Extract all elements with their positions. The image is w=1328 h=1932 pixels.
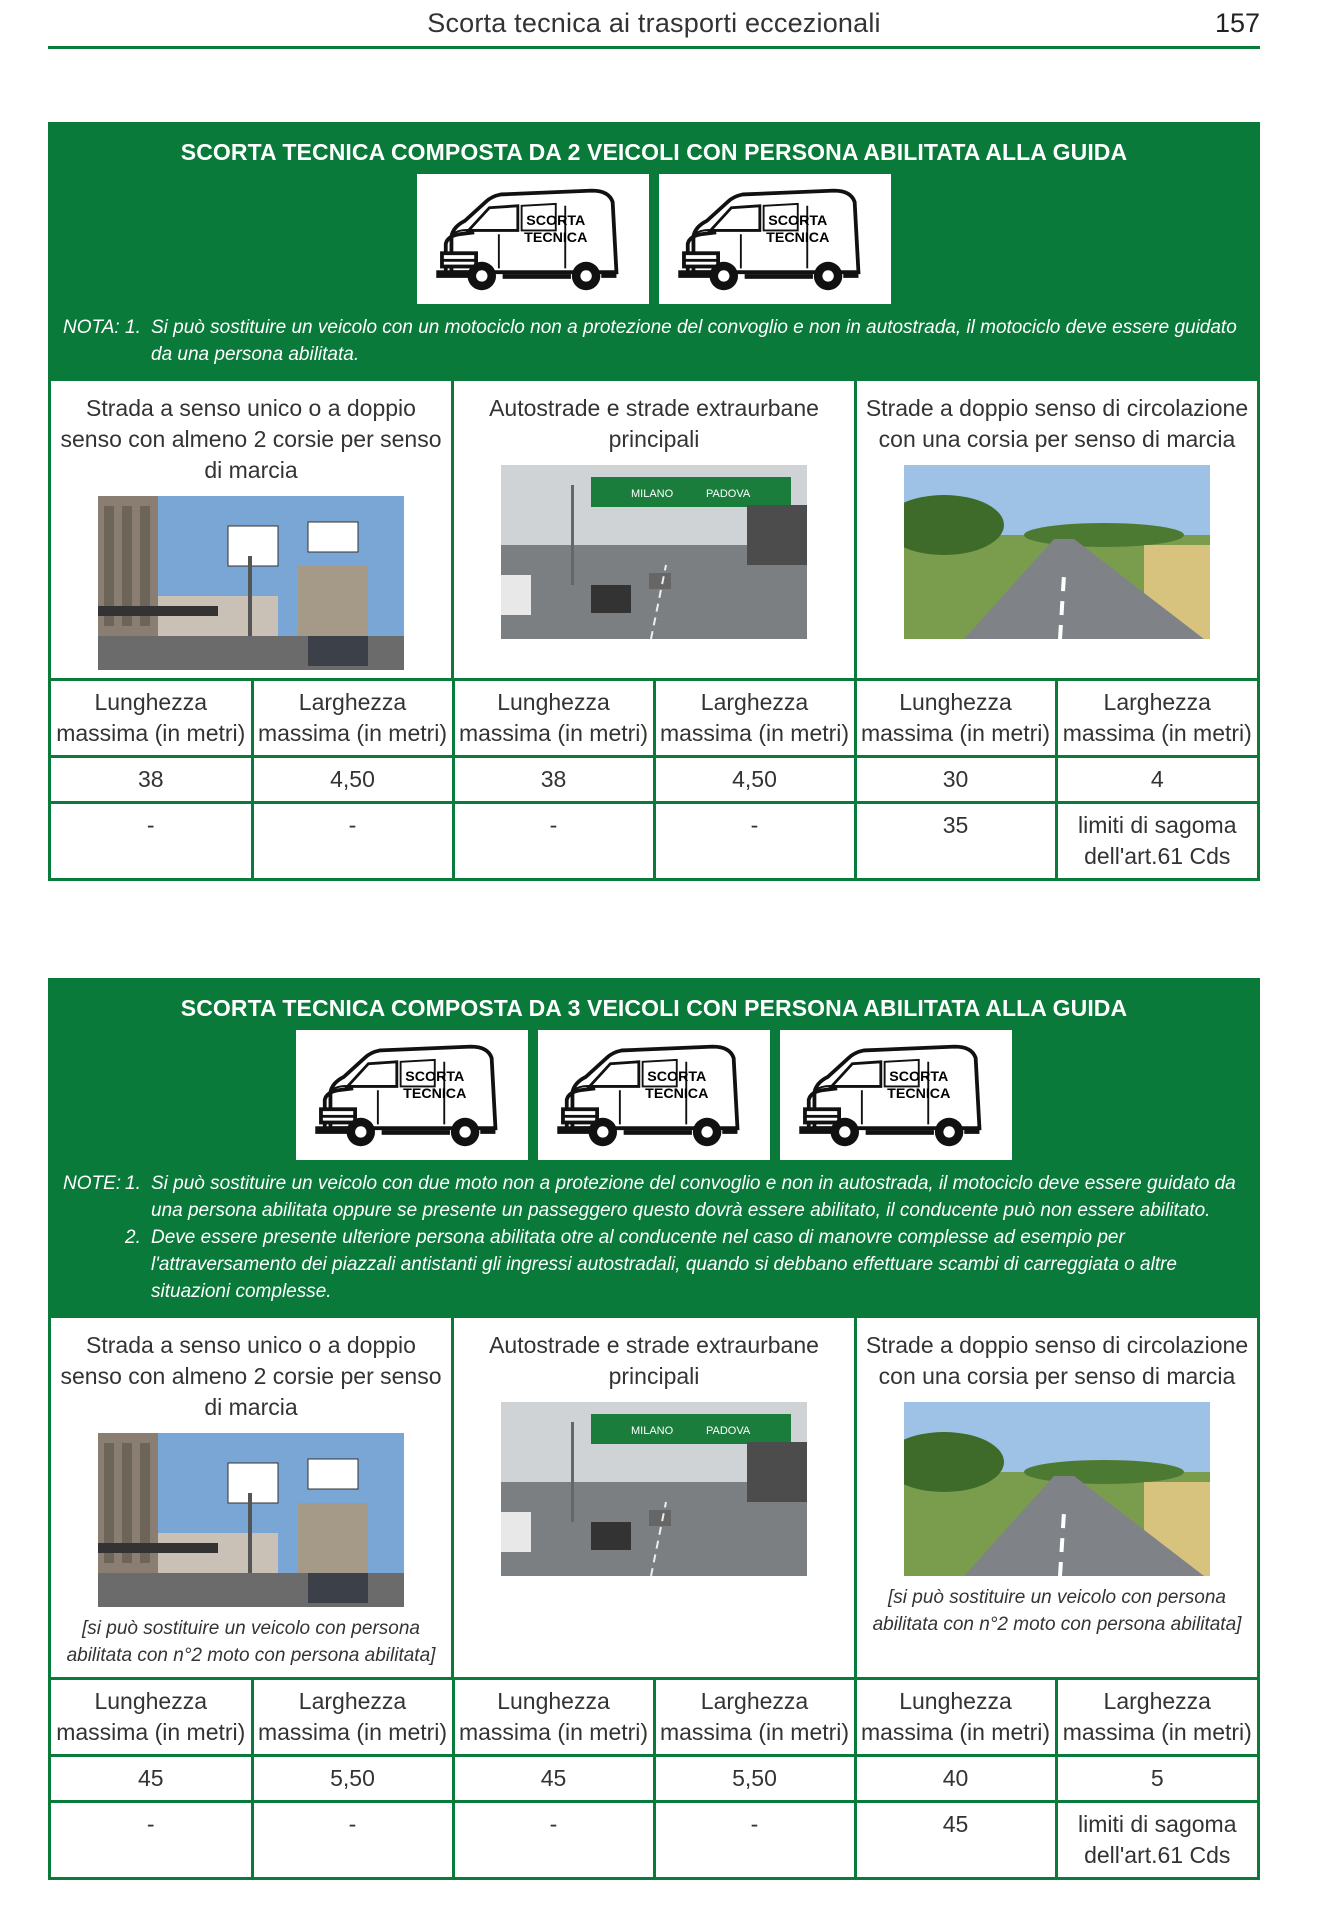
vehicle-row <box>51 174 1257 304</box>
table-cell: 4,50 <box>654 757 855 803</box>
escort-van-image <box>296 1030 528 1160</box>
table-cell: 45 <box>51 1756 252 1802</box>
road-type-motorway <box>451 381 854 678</box>
table-cell: - <box>252 803 453 879</box>
width-header: Larghezza massima (in metri) <box>654 680 855 757</box>
escort-van-image <box>538 1030 770 1160</box>
length-header: Lunghezza massima (in metri) <box>453 680 654 757</box>
svg-text:PADOVA: PADOVA <box>706 1425 751 1437</box>
dimension-table <box>51 1677 1257 1877</box>
table-header-row <box>51 1679 1257 1756</box>
table-cell: - <box>453 803 654 879</box>
road-caption: Strade a doppio senso di circolazione con una corsia per senso di marcia <box>865 395 1249 452</box>
width-header: Larghezza massima (in metri) <box>1056 1679 1257 1756</box>
table-cell: limiti di sagoma dell'art.61 Cds <box>1056 803 1257 879</box>
escort-van-image <box>417 174 649 304</box>
block-title: SCORTA TECNICA COMPOSTA DA 2 VEICOLI CON PERSONA ABILITATA ALLA GUIDA <box>180 139 1128 165</box>
svg-text:SCORTA: SCORTA <box>405 1068 465 1085</box>
svg-text:SCORTA: SCORTA <box>889 1068 949 1085</box>
note-text: Si può sostituire un veicolo con due moto non a protezione del convoglio e non in autostrada, il motociclo deve essere guidato da una persona abilitata oppure se presente un passeggero questo dovrà essere abilitato, il conducente può non essere abilitato. <box>151 1173 1236 1221</box>
page-header <box>48 6 1260 49</box>
width-header: Larghezza massima (in metri) <box>1056 680 1257 757</box>
notes <box>51 304 1257 378</box>
length-header: Lunghezza massima (in metri) <box>51 1679 252 1756</box>
escort-van-image <box>659 174 891 304</box>
table-cell: 30 <box>855 757 1056 803</box>
svg-text:SCORTA: SCORTA <box>768 212 828 229</box>
table-cell: 38 <box>51 757 252 803</box>
svg-text:SCORTA: SCORTA <box>526 212 586 229</box>
svg-text:PADOVA: PADOVA <box>706 488 751 500</box>
table-cell: - <box>51 1802 252 1878</box>
escort-3-vehicles-block <box>48 978 1260 1880</box>
notes-label: NOTA: <box>63 317 120 338</box>
road-caption: Strada a senso unico o a doppio senso con almeno 2 corsie per senso di marcia <box>60 395 442 483</box>
road-caption: Autostrade e strade extraurbane principali <box>489 1332 819 1389</box>
road-caption: Strade a doppio senso di circolazione con una corsia per senso di marcia <box>865 1332 1249 1389</box>
note-text: Deve essere presente ulteriore persona abilitata otre al conducente nel caso di manovre complesse ad esempio per l'attraversamento dei piazzali antistanti gli ingressi autostradali, quando si debbano effettuare scambi di carreggiata o altre situazioni complesse. <box>151 1227 1177 1302</box>
road-type-two-way <box>854 381 1257 678</box>
motorway-photo <box>501 1402 807 1576</box>
length-header: Lunghezza massima (in metri) <box>855 680 1056 757</box>
table-cell: 5 <box>1056 1756 1257 1802</box>
table-cell: 38 <box>453 757 654 803</box>
table-row <box>51 803 1257 879</box>
urban-road-photo <box>98 1433 404 1607</box>
table-header-row <box>51 680 1257 757</box>
note-item <box>63 1170 1247 1224</box>
svg-text:MILANO: MILANO <box>631 1425 674 1437</box>
table-cell: 4 <box>1056 757 1257 803</box>
width-header: Larghezza massima (in metri) <box>252 680 453 757</box>
note-item <box>63 1224 1247 1305</box>
escort-2-vehicles-block <box>48 122 1260 881</box>
table-cell: 40 <box>855 1756 1056 1802</box>
length-header: Lunghezza massima (in metri) <box>855 1679 1056 1756</box>
table-cell: - <box>654 803 855 879</box>
running-title: Scorta tecnica ai trasporti eccezionali <box>427 8 881 38</box>
country-road-photo <box>904 465 1210 639</box>
road-footnote: [si può sostituire un veicolo con persona abilitata con n°2 moto con persona abilitata] <box>66 1618 436 1666</box>
note-text: Si può sostituire un veicolo con un motociclo non a protezione del convoglio e non in autostrada, il motociclo deve essere guidato da una persona abilitata. <box>151 317 1237 365</box>
svg-text:TECNICA: TECNICA <box>766 229 830 246</box>
urban-road-photo <box>98 496 404 670</box>
length-header: Lunghezza massima (in metri) <box>453 1679 654 1756</box>
note-number: 1. <box>125 317 141 338</box>
road-type-motorway <box>451 1318 854 1677</box>
road-footnote: [si può sostituire un veicolo con persona abilitata con n°2 moto con persona abilitata] <box>872 1587 1242 1635</box>
notes <box>51 1160 1257 1315</box>
note-number: 2. <box>125 1227 141 1248</box>
block-title: SCORTA TECNICA COMPOSTA DA 3 VEICOLI CON PERSONA ABILITATA ALLA GUIDA <box>180 995 1128 1021</box>
block-header <box>51 981 1257 1315</box>
notes-label: NOTE: <box>63 1173 122 1194</box>
table-cell: limiti di sagoma dell'art.61 Cds <box>1056 1802 1257 1878</box>
table-cell: - <box>453 1802 654 1878</box>
table-cell: - <box>654 1802 855 1878</box>
length-header: Lunghezza massima (in metri) <box>51 680 252 757</box>
road-type-two-way <box>854 1318 1257 1677</box>
motorway-photo <box>501 465 807 639</box>
note-number: 1. <box>125 1173 141 1194</box>
width-header: Larghezza massima (in metri) <box>252 1679 453 1756</box>
svg-text:MILANO: MILANO <box>631 488 674 500</box>
table-cell: - <box>252 1802 453 1878</box>
table-cell: 4,50 <box>252 757 453 803</box>
width-header: Larghezza massima (in metri) <box>654 1679 855 1756</box>
page-number: 157 <box>1214 8 1260 38</box>
vehicle-row <box>51 1030 1257 1160</box>
table-row <box>51 1802 1257 1878</box>
country-road-photo <box>904 1402 1210 1576</box>
table-cell: 35 <box>855 803 1056 879</box>
note-item <box>63 314 1247 368</box>
svg-text:TECNICA: TECNICA <box>403 1085 467 1102</box>
table-cell: 5,50 <box>654 1756 855 1802</box>
svg-text:TECNICA: TECNICA <box>887 1085 951 1102</box>
road-caption: Autostrade e strade extraurbane principali <box>489 395 819 452</box>
svg-text:TECNICA: TECNICA <box>524 229 588 246</box>
table-cell: 45 <box>453 1756 654 1802</box>
block-header <box>51 125 1257 378</box>
svg-text:SCORTA: SCORTA <box>647 1068 707 1085</box>
road-types-row <box>51 378 1257 678</box>
svg-text:TECNICA: TECNICA <box>645 1085 709 1102</box>
table-cell: 5,50 <box>252 1756 453 1802</box>
road-types-row <box>51 1315 1257 1677</box>
dimension-table <box>51 678 1257 878</box>
road-type-urban <box>51 1318 451 1677</box>
table-cell: - <box>51 803 252 879</box>
escort-van-image <box>780 1030 1012 1160</box>
road-type-urban <box>51 381 451 678</box>
table-cell: 45 <box>855 1802 1056 1878</box>
table-row <box>51 1756 1257 1802</box>
road-caption: Strada a senso unico o a doppio senso con almeno 2 corsie per senso di marcia <box>60 1332 442 1420</box>
table-row <box>51 757 1257 803</box>
